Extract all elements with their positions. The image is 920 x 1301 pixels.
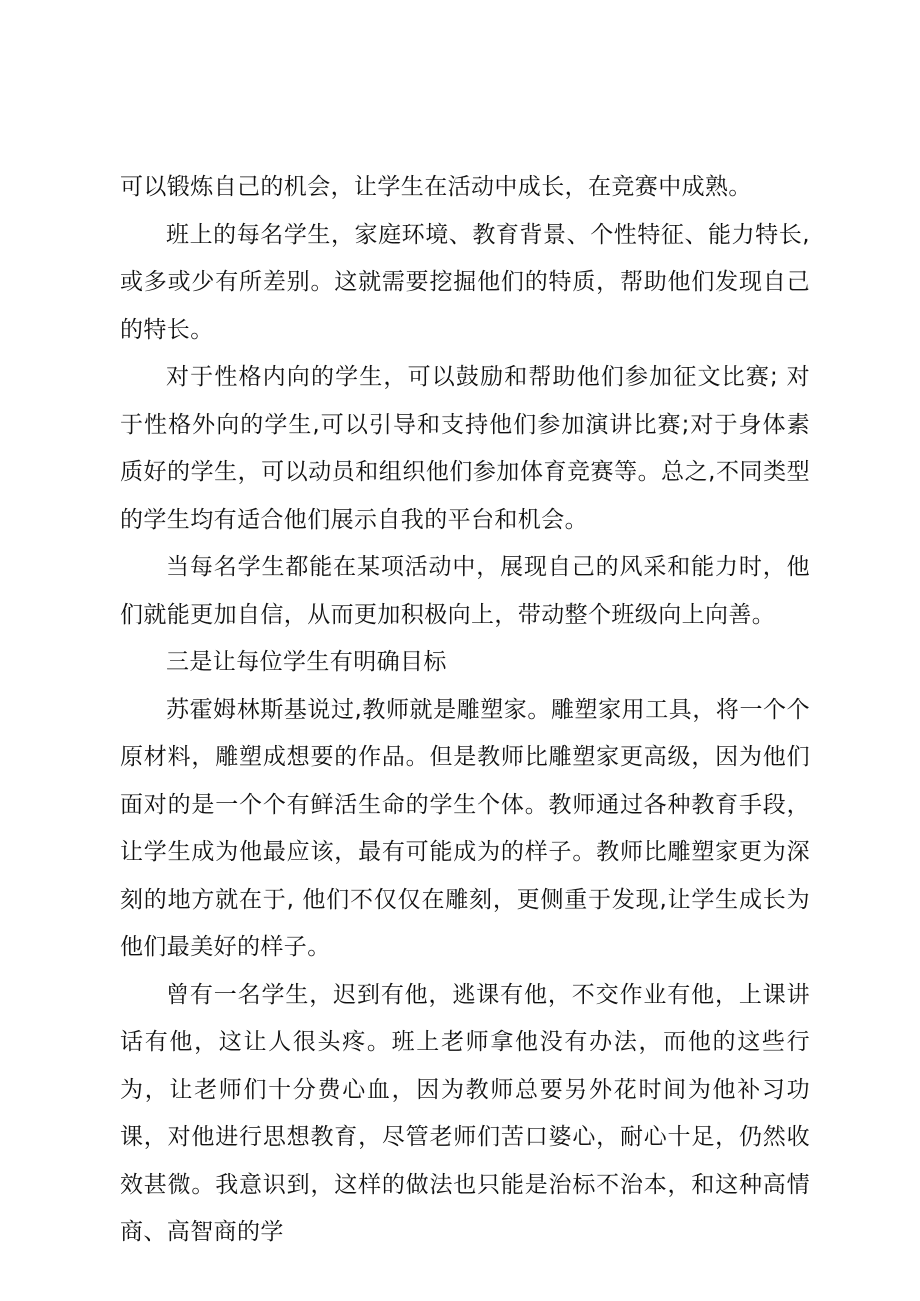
- paragraph-personality-activities: 对于性格内向的学生，可以鼓励和帮助他们参加征文比赛; 对于性格外向的学生,可以引导和支持他们参加演讲比赛;对于身体素质好的学生，可以动员和组织他们参加体育竞赛等。总之,不同类型的学生均有适合他们展示自我的平台和机会。: [120, 364, 810, 533]
- paragraph-confidence: 当每名学生都能在某项活动中，展现自己的风采和能力时，他们就能更加自信，从而更加积极向上，带动整个班级向上向善。: [120, 554, 810, 628]
- paragraph-student-example: 曾有一名学生，迟到有他，逃课有他，不交作业有他，上课讲话有他，这让人很头疼。班上老师拿他没有办法，而他的这些行为，让老师们十分费心血，因为教师总要另外花时间为他补习功课，对他进行思想教育，尽管老师们苦口婆心，耐心十足，仍然收效甚微。我意识到，这样的做法也只能是治标不治本，和这种高情商、高智商的学: [120, 981, 810, 1245]
- section-heading-goals: 三是让每位学生有明确目标: [166, 649, 447, 675]
- paragraph-continuation: 可以锻炼自己的机会，让学生在活动中成长，在竞赛中成熟。: [120, 174, 752, 200]
- paragraph-sculptor-analogy: 苏霍姆林斯基说过,教师就是雕塑家。雕塑家用工具，将一个个原材料，雕塑成想要的作品。但是教师比雕塑家更高级，因为他们面对的是一个个有鲜活生命的学生个体。教师通过各种教育手段，让学生成为他最应该，最有可能成为的样子。教师比雕塑家更为深刻的地方就在于, 他们不仅仅在雕刻，更侧重于发现,让学生成长为他们最美好的样子。: [120, 696, 810, 960]
- paragraph-student-differences: 班上的每名学生，家庭环境、教育背景、个性特征、能力特长,或多或少有所差别。这就需要挖掘他们的特质，帮助他们发现自己的特长。: [120, 221, 810, 343]
- document-body: [120, 164, 810, 1257]
